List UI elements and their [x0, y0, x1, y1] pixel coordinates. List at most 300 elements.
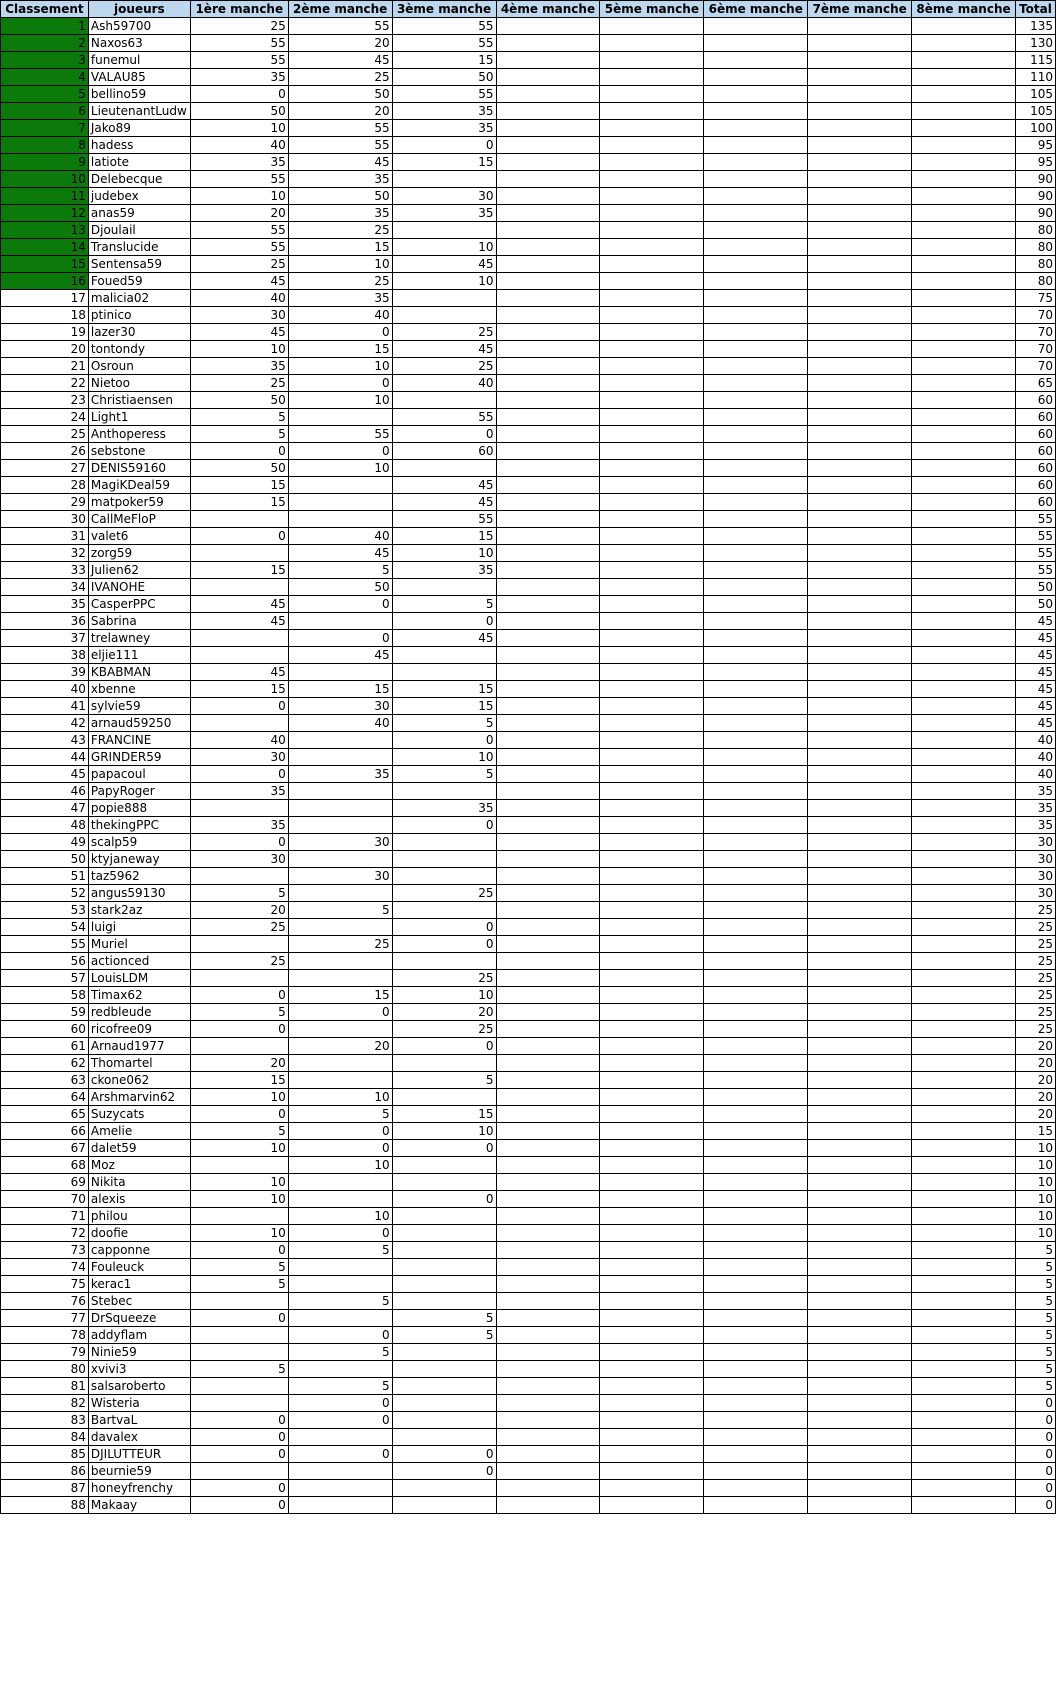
rank-cell[interactable]: 63: [1, 1072, 89, 1089]
round-7-cell[interactable]: [808, 1276, 912, 1293]
round-8-cell[interactable]: [912, 1480, 1016, 1497]
round-4-cell[interactable]: [496, 1208, 600, 1225]
player-name-cell[interactable]: CasperPPC: [88, 596, 190, 613]
round-1-cell[interactable]: 50: [190, 392, 288, 409]
round-3-cell[interactable]: 0: [392, 1446, 496, 1463]
round-8-cell[interactable]: [912, 562, 1016, 579]
round-2-cell[interactable]: 0: [288, 324, 392, 341]
round-2-cell[interactable]: 0: [288, 375, 392, 392]
round-4-cell[interactable]: [496, 1310, 600, 1327]
round-2-cell[interactable]: 5: [288, 1242, 392, 1259]
round-5-cell[interactable]: [600, 1157, 704, 1174]
col-header-round-3[interactable]: 3ème manche: [392, 1, 496, 18]
round-8-cell[interactable]: [912, 375, 1016, 392]
player-name-cell[interactable]: capponne: [88, 1242, 190, 1259]
total-cell[interactable]: 45: [1015, 681, 1055, 698]
round-8-cell[interactable]: [912, 290, 1016, 307]
round-8-cell[interactable]: [912, 460, 1016, 477]
player-name-cell[interactable]: PapyRoger: [88, 783, 190, 800]
round-8-cell[interactable]: [912, 1157, 1016, 1174]
round-7-cell[interactable]: [808, 783, 912, 800]
total-cell[interactable]: 30: [1015, 885, 1055, 902]
round-3-cell[interactable]: [392, 1361, 496, 1378]
rank-cell[interactable]: 75: [1, 1276, 89, 1293]
round-2-cell[interactable]: 15: [288, 987, 392, 1004]
round-1-cell[interactable]: 30: [190, 851, 288, 868]
player-name-cell[interactable]: thekingPPC: [88, 817, 190, 834]
round-8-cell[interactable]: [912, 1174, 1016, 1191]
round-3-cell[interactable]: [392, 647, 496, 664]
round-4-cell[interactable]: [496, 970, 600, 987]
round-8-cell[interactable]: [912, 1276, 1016, 1293]
round-7-cell[interactable]: [808, 800, 912, 817]
rank-cell[interactable]: 70: [1, 1191, 89, 1208]
total-cell[interactable]: 105: [1015, 86, 1055, 103]
round-5-cell[interactable]: [600, 477, 704, 494]
total-cell[interactable]: 5: [1015, 1276, 1055, 1293]
round-2-cell[interactable]: 15: [288, 341, 392, 358]
round-7-cell[interactable]: [808, 1242, 912, 1259]
rank-cell[interactable]: 28: [1, 477, 89, 494]
round-3-cell[interactable]: 35: [392, 562, 496, 579]
player-name-cell[interactable]: actionced: [88, 953, 190, 970]
round-8-cell[interactable]: [912, 1089, 1016, 1106]
round-7-cell[interactable]: [808, 817, 912, 834]
round-4-cell[interactable]: [496, 1344, 600, 1361]
round-1-cell[interactable]: 35: [190, 154, 288, 171]
round-4-cell[interactable]: [496, 477, 600, 494]
rank-cell[interactable]: 56: [1, 953, 89, 970]
round-8-cell[interactable]: [912, 324, 1016, 341]
round-4-cell[interactable]: [496, 256, 600, 273]
round-2-cell[interactable]: 25: [288, 222, 392, 239]
round-6-cell[interactable]: [704, 1412, 808, 1429]
round-1-cell[interactable]: [190, 1463, 288, 1480]
total-cell[interactable]: 20: [1015, 1089, 1055, 1106]
player-name-cell[interactable]: Arnaud1977: [88, 1038, 190, 1055]
round-2-cell[interactable]: [288, 1429, 392, 1446]
round-2-cell[interactable]: 10: [288, 392, 392, 409]
rank-cell[interactable]: 84: [1, 1429, 89, 1446]
total-cell[interactable]: 70: [1015, 307, 1055, 324]
round-2-cell[interactable]: 10: [288, 1157, 392, 1174]
round-4-cell[interactable]: [496, 103, 600, 120]
round-6-cell[interactable]: [704, 1378, 808, 1395]
round-4-cell[interactable]: [496, 1327, 600, 1344]
rank-cell[interactable]: 45: [1, 766, 89, 783]
round-6-cell[interactable]: [704, 1497, 808, 1514]
player-name-cell[interactable]: addyflam: [88, 1327, 190, 1344]
round-5-cell[interactable]: [600, 868, 704, 885]
round-3-cell[interactable]: [392, 1480, 496, 1497]
total-cell[interactable]: 30: [1015, 834, 1055, 851]
round-5-cell[interactable]: [600, 1395, 704, 1412]
total-cell[interactable]: 10: [1015, 1140, 1055, 1157]
round-2-cell[interactable]: 0: [288, 1004, 392, 1021]
round-2-cell[interactable]: 35: [288, 766, 392, 783]
round-8-cell[interactable]: [912, 545, 1016, 562]
round-6-cell[interactable]: [704, 715, 808, 732]
round-1-cell[interactable]: [190, 1395, 288, 1412]
round-2-cell[interactable]: 55: [288, 426, 392, 443]
round-1-cell[interactable]: 15: [190, 1072, 288, 1089]
round-6-cell[interactable]: [704, 205, 808, 222]
round-7-cell[interactable]: [808, 1344, 912, 1361]
round-7-cell[interactable]: [808, 1446, 912, 1463]
round-5-cell[interactable]: [600, 596, 704, 613]
round-7-cell[interactable]: [808, 1038, 912, 1055]
round-8-cell[interactable]: [912, 732, 1016, 749]
round-1-cell[interactable]: 10: [190, 1225, 288, 1242]
round-8-cell[interactable]: [912, 52, 1016, 69]
rank-cell[interactable]: 24: [1, 409, 89, 426]
round-6-cell[interactable]: [704, 630, 808, 647]
rank-cell[interactable]: 79: [1, 1344, 89, 1361]
rank-cell[interactable]: 31: [1, 528, 89, 545]
player-name-cell[interactable]: LieutenantLudw: [88, 103, 190, 120]
round-6-cell[interactable]: [704, 1259, 808, 1276]
round-1-cell[interactable]: 40: [190, 290, 288, 307]
round-8-cell[interactable]: [912, 511, 1016, 528]
round-1-cell[interactable]: 0: [190, 1429, 288, 1446]
round-3-cell[interactable]: 45: [392, 494, 496, 511]
round-2-cell[interactable]: 0: [288, 630, 392, 647]
round-2-cell[interactable]: [288, 664, 392, 681]
round-3-cell[interactable]: 55: [392, 511, 496, 528]
round-4-cell[interactable]: [496, 766, 600, 783]
rank-cell[interactable]: 7: [1, 120, 89, 137]
rank-cell[interactable]: 17: [1, 290, 89, 307]
player-name-cell[interactable]: KBABMAN: [88, 664, 190, 681]
round-6-cell[interactable]: [704, 222, 808, 239]
round-5-cell[interactable]: [600, 647, 704, 664]
player-name-cell[interactable]: Suzycats: [88, 1106, 190, 1123]
round-6-cell[interactable]: [704, 1157, 808, 1174]
round-8-cell[interactable]: [912, 1106, 1016, 1123]
round-8-cell[interactable]: [912, 630, 1016, 647]
player-name-cell[interactable]: judebex: [88, 188, 190, 205]
round-4-cell[interactable]: [496, 868, 600, 885]
round-1-cell[interactable]: [190, 630, 288, 647]
round-3-cell[interactable]: 35: [392, 800, 496, 817]
round-4-cell[interactable]: [496, 579, 600, 596]
round-8-cell[interactable]: [912, 341, 1016, 358]
round-6-cell[interactable]: [704, 1276, 808, 1293]
round-6-cell[interactable]: [704, 1123, 808, 1140]
round-7-cell[interactable]: [808, 885, 912, 902]
round-4-cell[interactable]: [496, 1463, 600, 1480]
round-4-cell[interactable]: [496, 1123, 600, 1140]
round-7-cell[interactable]: [808, 1480, 912, 1497]
round-7-cell[interactable]: [808, 1191, 912, 1208]
round-1-cell[interactable]: [190, 511, 288, 528]
rank-cell[interactable]: 57: [1, 970, 89, 987]
round-5-cell[interactable]: [600, 766, 704, 783]
total-cell[interactable]: 40: [1015, 749, 1055, 766]
round-3-cell[interactable]: [392, 953, 496, 970]
round-8-cell[interactable]: [912, 137, 1016, 154]
round-4-cell[interactable]: [496, 545, 600, 562]
round-2-cell[interactable]: 55: [288, 18, 392, 35]
round-8-cell[interactable]: [912, 273, 1016, 290]
round-5-cell[interactable]: [600, 273, 704, 290]
round-7-cell[interactable]: [808, 545, 912, 562]
round-5-cell[interactable]: [600, 494, 704, 511]
total-cell[interactable]: 60: [1015, 392, 1055, 409]
rank-cell[interactable]: 22: [1, 375, 89, 392]
round-7-cell[interactable]: [808, 222, 912, 239]
round-4-cell[interactable]: [496, 1395, 600, 1412]
round-5-cell[interactable]: [600, 103, 704, 120]
round-5-cell[interactable]: [600, 511, 704, 528]
round-4-cell[interactable]: [496, 1174, 600, 1191]
rank-cell[interactable]: 21: [1, 358, 89, 375]
round-3-cell[interactable]: [392, 1378, 496, 1395]
round-7-cell[interactable]: [808, 154, 912, 171]
total-cell[interactable]: 25: [1015, 1021, 1055, 1038]
round-1-cell[interactable]: 0: [190, 1412, 288, 1429]
player-name-cell[interactable]: eljie111: [88, 647, 190, 664]
round-2-cell[interactable]: 25: [288, 936, 392, 953]
round-7-cell[interactable]: [808, 1327, 912, 1344]
round-4-cell[interactable]: [496, 358, 600, 375]
round-3-cell[interactable]: 10: [392, 987, 496, 1004]
round-7-cell[interactable]: [808, 494, 912, 511]
round-5-cell[interactable]: [600, 120, 704, 137]
round-1-cell[interactable]: [190, 715, 288, 732]
player-name-cell[interactable]: xvivi3: [88, 1361, 190, 1378]
round-5-cell[interactable]: [600, 579, 704, 596]
round-5-cell[interactable]: [600, 545, 704, 562]
round-1-cell[interactable]: 25: [190, 256, 288, 273]
rank-cell[interactable]: 41: [1, 698, 89, 715]
round-1-cell[interactable]: 25: [190, 953, 288, 970]
round-4-cell[interactable]: [496, 885, 600, 902]
round-8-cell[interactable]: [912, 1429, 1016, 1446]
round-6-cell[interactable]: [704, 732, 808, 749]
round-3-cell[interactable]: [392, 1497, 496, 1514]
round-1-cell[interactable]: [190, 1378, 288, 1395]
round-8-cell[interactable]: [912, 222, 1016, 239]
rank-cell[interactable]: 12: [1, 205, 89, 222]
rank-cell[interactable]: 40: [1, 681, 89, 698]
round-4-cell[interactable]: [496, 851, 600, 868]
total-cell[interactable]: 55: [1015, 545, 1055, 562]
round-4-cell[interactable]: [496, 596, 600, 613]
round-3-cell[interactable]: 50: [392, 69, 496, 86]
round-3-cell[interactable]: 5: [392, 766, 496, 783]
round-8-cell[interactable]: [912, 1395, 1016, 1412]
player-name-cell[interactable]: ptinico: [88, 307, 190, 324]
round-3-cell[interactable]: 55: [392, 35, 496, 52]
round-4-cell[interactable]: [496, 1021, 600, 1038]
round-4-cell[interactable]: [496, 409, 600, 426]
round-3-cell[interactable]: 20: [392, 1004, 496, 1021]
col-header-round-2[interactable]: 2ème manche: [288, 1, 392, 18]
round-7-cell[interactable]: [808, 205, 912, 222]
round-4-cell[interactable]: [496, 902, 600, 919]
total-cell[interactable]: 110: [1015, 69, 1055, 86]
total-cell[interactable]: 55: [1015, 528, 1055, 545]
player-name-cell[interactable]: Thomartel: [88, 1055, 190, 1072]
round-7-cell[interactable]: [808, 1004, 912, 1021]
round-2-cell[interactable]: 10: [288, 358, 392, 375]
round-1-cell[interactable]: 0: [190, 1021, 288, 1038]
round-7-cell[interactable]: [808, 511, 912, 528]
round-7-cell[interactable]: [808, 307, 912, 324]
round-4-cell[interactable]: [496, 732, 600, 749]
round-3-cell[interactable]: [392, 307, 496, 324]
round-3-cell[interactable]: [392, 1174, 496, 1191]
round-3-cell[interactable]: [392, 392, 496, 409]
round-6-cell[interactable]: [704, 1361, 808, 1378]
round-2-cell[interactable]: [288, 1072, 392, 1089]
round-6-cell[interactable]: [704, 69, 808, 86]
player-name-cell[interactable]: Amelie: [88, 1123, 190, 1140]
round-5-cell[interactable]: [600, 970, 704, 987]
round-7-cell[interactable]: [808, 902, 912, 919]
round-1-cell[interactable]: 0: [190, 528, 288, 545]
round-6-cell[interactable]: [704, 817, 808, 834]
round-8-cell[interactable]: [912, 1038, 1016, 1055]
player-name-cell[interactable]: doofie: [88, 1225, 190, 1242]
player-name-cell[interactable]: luigi: [88, 919, 190, 936]
round-6-cell[interactable]: [704, 1174, 808, 1191]
round-2-cell[interactable]: [288, 783, 392, 800]
round-8-cell[interactable]: [912, 1140, 1016, 1157]
round-8-cell[interactable]: [912, 205, 1016, 222]
total-cell[interactable]: 105: [1015, 103, 1055, 120]
round-7-cell[interactable]: [808, 970, 912, 987]
player-name-cell[interactable]: CallMeFloP: [88, 511, 190, 528]
round-3-cell[interactable]: [392, 1276, 496, 1293]
round-6-cell[interactable]: [704, 766, 808, 783]
total-cell[interactable]: 95: [1015, 154, 1055, 171]
round-6-cell[interactable]: [704, 1089, 808, 1106]
round-6-cell[interactable]: [704, 137, 808, 154]
round-8-cell[interactable]: [912, 69, 1016, 86]
round-3-cell[interactable]: 60: [392, 443, 496, 460]
rank-cell[interactable]: 34: [1, 579, 89, 596]
round-5-cell[interactable]: [600, 732, 704, 749]
rank-cell[interactable]: 3: [1, 52, 89, 69]
round-2-cell[interactable]: 10: [288, 460, 392, 477]
total-cell[interactable]: 25: [1015, 970, 1055, 987]
col-header-round-1[interactable]: 1ère manche: [190, 1, 288, 18]
round-2-cell[interactable]: 5: [288, 1106, 392, 1123]
rank-cell[interactable]: 44: [1, 749, 89, 766]
total-cell[interactable]: 45: [1015, 630, 1055, 647]
player-name-cell[interactable]: Jako89: [88, 120, 190, 137]
round-5-cell[interactable]: [600, 987, 704, 1004]
round-1-cell[interactable]: 0: [190, 766, 288, 783]
total-cell[interactable]: 0: [1015, 1446, 1055, 1463]
total-cell[interactable]: 5: [1015, 1327, 1055, 1344]
round-3-cell[interactable]: [392, 783, 496, 800]
total-cell[interactable]: 0: [1015, 1497, 1055, 1514]
round-2-cell[interactable]: [288, 1021, 392, 1038]
round-4-cell[interactable]: [496, 392, 600, 409]
round-6-cell[interactable]: [704, 1208, 808, 1225]
rank-cell[interactable]: 59: [1, 1004, 89, 1021]
round-6-cell[interactable]: [704, 443, 808, 460]
round-5-cell[interactable]: [600, 52, 704, 69]
round-2-cell[interactable]: 55: [288, 137, 392, 154]
round-1-cell[interactable]: [190, 1157, 288, 1174]
player-name-cell[interactable]: Foued59: [88, 273, 190, 290]
round-2-cell[interactable]: [288, 477, 392, 494]
round-2-cell[interactable]: 45: [288, 52, 392, 69]
rank-cell[interactable]: 39: [1, 664, 89, 681]
total-cell[interactable]: 60: [1015, 494, 1055, 511]
round-3-cell[interactable]: [392, 1395, 496, 1412]
round-8-cell[interactable]: [912, 1242, 1016, 1259]
round-4-cell[interactable]: [496, 1361, 600, 1378]
round-8-cell[interactable]: [912, 681, 1016, 698]
rank-cell[interactable]: 42: [1, 715, 89, 732]
total-cell[interactable]: 45: [1015, 613, 1055, 630]
round-5-cell[interactable]: [600, 205, 704, 222]
round-1-cell[interactable]: [190, 1208, 288, 1225]
round-6-cell[interactable]: [704, 477, 808, 494]
round-1-cell[interactable]: [190, 970, 288, 987]
rank-cell[interactable]: 1: [1, 18, 89, 35]
round-2-cell[interactable]: 15: [288, 681, 392, 698]
round-8-cell[interactable]: [912, 596, 1016, 613]
round-6-cell[interactable]: [704, 749, 808, 766]
round-4-cell[interactable]: [496, 1242, 600, 1259]
round-1-cell[interactable]: 50: [190, 460, 288, 477]
round-4-cell[interactable]: [496, 205, 600, 222]
round-5-cell[interactable]: [600, 936, 704, 953]
round-4-cell[interactable]: [496, 1225, 600, 1242]
round-6-cell[interactable]: [704, 103, 808, 120]
round-6-cell[interactable]: [704, 1327, 808, 1344]
rank-cell[interactable]: 64: [1, 1089, 89, 1106]
round-5-cell[interactable]: [600, 1361, 704, 1378]
round-7-cell[interactable]: [808, 1208, 912, 1225]
round-3-cell[interactable]: 45: [392, 630, 496, 647]
round-4-cell[interactable]: [496, 341, 600, 358]
round-3-cell[interactable]: 35: [392, 120, 496, 137]
total-cell[interactable]: 135: [1015, 18, 1055, 35]
round-7-cell[interactable]: [808, 528, 912, 545]
round-4-cell[interactable]: [496, 681, 600, 698]
round-6-cell[interactable]: [704, 1004, 808, 1021]
rank-cell[interactable]: 9: [1, 154, 89, 171]
round-5-cell[interactable]: [600, 1055, 704, 1072]
player-name-cell[interactable]: Moz: [88, 1157, 190, 1174]
round-2-cell[interactable]: 0: [288, 1446, 392, 1463]
round-7-cell[interactable]: [808, 1361, 912, 1378]
round-3-cell[interactable]: 10: [392, 545, 496, 562]
round-6-cell[interactable]: [704, 562, 808, 579]
total-cell[interactable]: 10: [1015, 1157, 1055, 1174]
round-2-cell[interactable]: 10: [288, 1089, 392, 1106]
rank-cell[interactable]: 82: [1, 1395, 89, 1412]
round-3-cell[interactable]: [392, 1412, 496, 1429]
round-5-cell[interactable]: [600, 1106, 704, 1123]
round-8-cell[interactable]: [912, 409, 1016, 426]
player-name-cell[interactable]: matpoker59: [88, 494, 190, 511]
round-7-cell[interactable]: [808, 341, 912, 358]
round-2-cell[interactable]: [288, 1276, 392, 1293]
total-cell[interactable]: 5: [1015, 1344, 1055, 1361]
round-5-cell[interactable]: [600, 783, 704, 800]
round-6-cell[interactable]: [704, 664, 808, 681]
total-cell[interactable]: 0: [1015, 1429, 1055, 1446]
round-6-cell[interactable]: [704, 1225, 808, 1242]
